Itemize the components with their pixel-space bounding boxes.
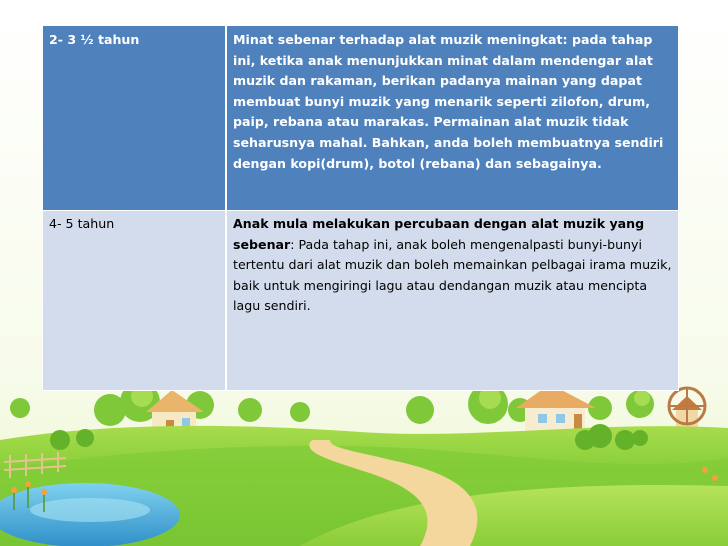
description-bold: Anak mula melakukan percubaan dengan alat muzik yang sebenar: [233, 216, 645, 252]
table-row: [43, 26, 679, 211]
age-cell: 2- 3 ½ tahun: [43, 26, 227, 211]
age-music-table: [42, 25, 679, 391]
age-cell: 4- 5 tahun: [43, 211, 227, 391]
description-cell: Minat sebenar terhadap alat muzik meningkat: pada tahap ini, ketika anak menunjukkan minat dalam mendengar alat muzik dan rakaman, berikan padanya mainan yang dapat membuat bunyi muzik yang menarik seperti zilofon, drum, paip, rebana atau marakas. Permainan alat muzik tidak seharusnya mahal. Bahkan, anda boleh membuatnya sendiri dengan kopi(drum), botol (rebana) dan sebagainya.: [226, 26, 679, 211]
description-text: : Pada tahap ini, anak boleh mengenalpasti bunyi-bunyi tertentu dari alat muzik dan boleh memainkan pelbagai irama muzik, baik untuk mengiringi lagu atau dendangan muzik atau mencipta lagu sendiri.: [233, 236, 672, 314]
table-row: [43, 211, 679, 391]
description-cell: [226, 211, 679, 391]
